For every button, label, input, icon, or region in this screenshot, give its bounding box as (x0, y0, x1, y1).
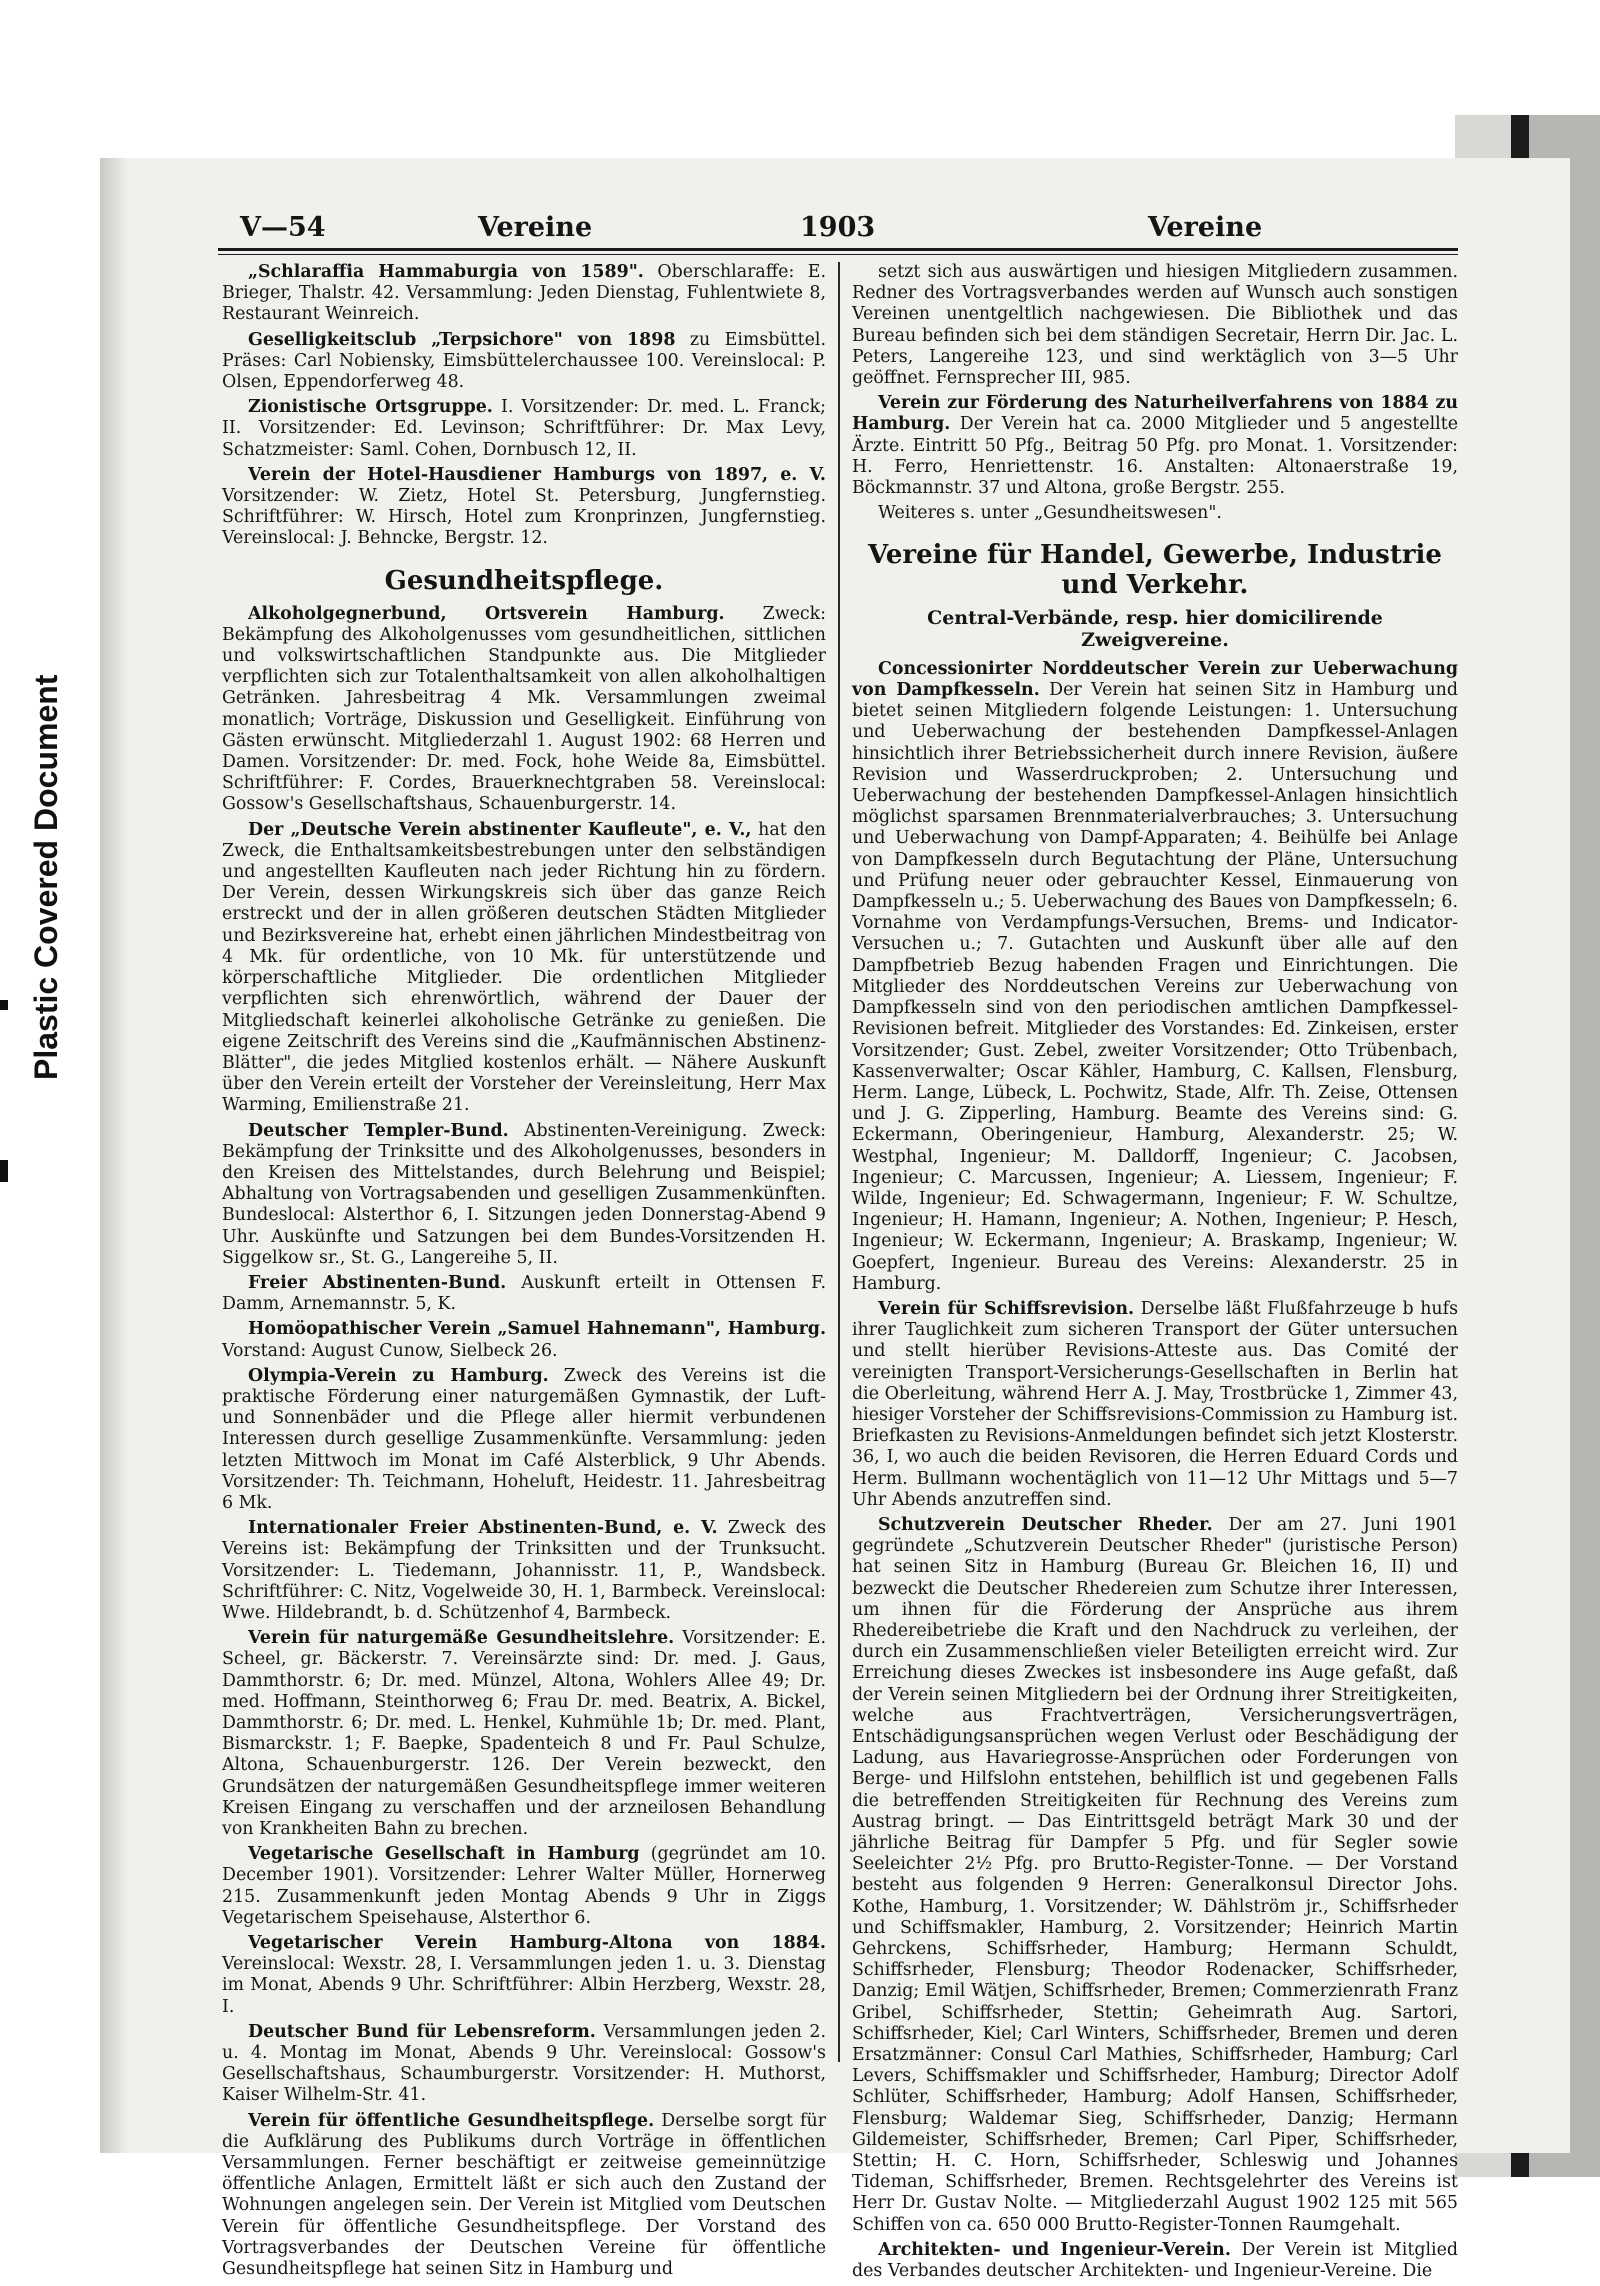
association-name: Deutscher Bund für Lebensreform. (248, 2021, 596, 2042)
association-details: Zweck: Bekämpfung des Alkoholgenusses vom gesundheitlichen, sittlichen und volkswirtschaftlichen Standpunkte aus. Die Mitglieder verpflichten sich zur Totalenthaltsamkeit von allen alkoholhaltigen Getränken. Jahresbeitrag 4 Mk. Versammlungen zweimal monatlich; Vorträge, Diskussion und Geselligkeit. Einführung von Gästen erwünscht. Mitgliederzahl 1. August 1902: 68 Herren und Damen. Vorsitzender: Dr. med. Fock, hohe Weide 8a, Eimsbüttel. Schriftführer: F. Cordes, Brauerknechtgraben 58. Vereinslocal: Gossow's Gesellschaftshaus, Schauenburgerstr. 14. (222, 603, 827, 815)
association-entry (222, 820, 826, 1117)
association-name: Verein für naturgemäße Gesundheitslehre. (248, 1628, 675, 1649)
association-entry (222, 397, 826, 461)
subsection-heading: Central-Verbände, resp. hier domicilirende Zweigvereine. (927, 607, 1383, 651)
association-details: Versammlungen jeden 2. u. 4. Montag im Monat, Abends 9 Uhr. Vereinslocal: Gossow's Gesellschaftshaus, Schaumburgerstr. Vorsitzender: H. Muthorst, Kaiser Wilhelm-Str. 41. (222, 2021, 826, 2106)
association-entry (852, 1299, 1458, 1511)
association-name: Schutzverein Deutscher Rheder. (878, 1514, 1213, 1535)
header-rule-top (218, 248, 1458, 251)
association-entry (222, 1366, 826, 1514)
association-entry (222, 1844, 826, 1929)
association-entry (222, 1518, 826, 1624)
association-name: Olympia-Verein zu Hamburg. (248, 1365, 549, 1386)
section-heading: Gesundheitspflege. (384, 565, 664, 596)
association-details: (gegründet am 10. December 1901). Vorsitzender: Lehrer Walter Müller, Hornerweg 215. Zusammenkunft jeden Montag Abends 9 Uhr in Ziggs Vegetarischem Speisehause, Alsterthor 6. (222, 1844, 826, 1928)
association-entry (222, 1319, 826, 1361)
association-entry (222, 2111, 826, 2281)
association-entry (222, 262, 826, 326)
header-rule-bottom (218, 254, 1458, 255)
association-name: „Schlaraffia Hammaburgia von 1589". (248, 262, 644, 282)
association-entry (222, 1121, 826, 1269)
association-entry (222, 465, 826, 550)
association-details: Der Verein hat seinen Sitz in Hamburg und bietet seinen Mitgliedern folgende Leistungen: 1. Untersuchung und Ueberwachung der bestehenden Dampfkessel-Anlagen hinsichtlich ihrer Betriebssicherheit durch innere Revision, äußere Revision und Wasserdruckproben; 2. Untersuchung und Ueberwachung der bestehenden Dampfkessel-Anlagen hinsichtlich möglichst sparsamen Brennmaterialverbrauches; 3. Untersuchung und Ueberwachung von Dampf-Apparaten; 4. Beihülfe bei Anlage von Dampfkesseln durch Begutachtung der Pläne, Untersuchung und Prüfung neuer oder gebrauchter Kessel, Einmauerung von Dampfkesseln u.; 5. Ueberwachung des Baues von Dampfkesseln; 6. Vornahme von Verdampfungs-Versuchen, Brems- und Indicator-Versuchen u.; 7. Gutachten und Auskunft über alle auf den Dampfbetrieb Bezug habenden Fragen und Einrichtungen. Die Mitglieder des Norddeutschen Vereins zur Ueberwachung von Dampfkesseln sind von den periodischen amtlichen Dampfkessel-Revisionen befreit. Mitglieder des Vorstandes: Ed. Zinkeisen, erster Vorsitzender; Gust. Zebel, zweiter Vorsitzender; Otto Trübenbach, Kassenverwalter; Oscar Kähler, Hamburg, C. Kallsen, Flensburg, Herm. Lange, Lübeck, L. Pochwitz, Stade, Alfr. Th. Zeise, Ottensen und J. G. Zipperling, Hamburg. Beamte des Vereins sind: G. Eckermann, Oberingenieur, Hamburg, Alexanderstr. 25; W. Westphal, Ingenieur; M. Dalldorff, Ingenieur; C. Jacobsen, Ingenieur; C. Marcussen, Ingenieur; A. Liessem, Ingenieur; F. Wilde, Ingenieur; Ed. Schwagermann, Ingenieur; F. W. Schultze, Ingenieur; H. Hamann, Ingenieur; A. Nothen, Ingenieur; P. Hesch, Ingenieur; W. Eckermann, Ingenieur; A. Braskamp, Ingenieur; W. Goepfert, Ingenieur. Bureau des Vereins: Alexanderstr. 25 in Hamburg. (852, 680, 1458, 1294)
association-name: Verein der Hotel-Hausdiener Hamburgs von 1897, e. V. (248, 464, 826, 485)
association-details: setzt sich aus auswärtigen und hiesigen Mitgliedern zusammen. Redner des Vortragsverbandes werden auf Wunsch auch sonstigen Vereinen unentgeltlich nachgewiesen. Die Bibliothek und das Bureau befinden sich bei dem ständigen Secretair, Herrn Dir. Jac. L. Peters, Langereihe 123, und sind werktäglich von 3—5 Uhr geöffnet. Fernsprecher III, 985. (852, 262, 1458, 389)
page-shadow (100, 158, 128, 2153)
association-entry (222, 604, 826, 816)
association-name: Architekten- und Ingenieur-Verein. (878, 2239, 1231, 2260)
association-name: Geselligkeitsclub „Terpsichore" von 1898 (248, 329, 676, 350)
side-label: Plastic Covered Document (28, 674, 64, 1080)
association-details: Der am 27. Juni 1901 gegründete „Schutzverein Deutscher Rheder" (juristische Person) hat seinen Sitz in Hamburg (Bureau Gr. Bleichen 16, II) und bezweckt die Deutscher Rhedereien zum Schutze ihrer Interessen, um ihnen für die Förderung der Ansprüche aus ihrem Rhedereibetriebe die Kraft und den Nachdruck zu verleihen, der durch ein Zusammenschließen vieler Beteiligten erreicht wird. Zur Erreichung dieses Zweckes ist insbesondere ins Auge gefaßt, daß der Verein seinen Mitgliedern bei der Ordnung ihrer Streitigkeiten, welche aus Frachtverträgen, Versicherungsverträgen, Entschädigungsansprüchen wegen Verlust oder Beschädigung der Ladung, aus Havariegrosse-Ansprüchen oder Forderungen von Berge- und Hilfslohn entstehen, behilflich ist und gegebenen Falls die betreffenden Streitigkeiten für Rechnung des Vereins zum Austrag bringt. — Das Eintrittsgeld beträgt Mark 30 und der jährliche Beitrag für Dampfer 5 Pfg. und für Segler sowie Seeleichter 2½ Pfg. pro Brutto-Register-Tonne. — Der Vorstand besteht aus folgenden 9 Herren: Generalkonsul Director Johs. Kothe, Hamburg, 1. Vorsitzender; W. Dählström jr., Schiffsrheder und Schiffsmakler, Hamburg, 2. Vorsitzender; Heinrich Martin Gehrckens, Schiffsrheder, Hamburg; Hermann Schuldt, Schiffsrheder, Flensburg; Theodor Rodenacker, Schiffsrheder, Danzig; Emil Wätjen, Schiffsrheder, Bremen; Commerzienrath Franz Gribel, Schiffsrheder, Stettin; Geheimrath Aug. Sartori, Schiffsrheder, Kiel; Carl Winters, Schiffsrheder, Bremen und deren Ersatzmänner: Consul Carl Mathies, Schiffsrheder, Hamburg; Carl Levers, Schiffsmakler und Schiffsrheder, Hamburg; Director Adolf Schlüter, Schiffsrheder, Hamburg; Adolf Hansen, Schiffsrheder, Flensburg; Waldemar Sieg, Schiffsrheder, Danzig; Hermann Gildemeister, Schiffsrheder, Bremen; Carl Piper, Schiffsrheder, Stettin; H. C. Horn, Schiffsrheder, Schleswig und Johannes Tideman, Schiffsrheder, Bremen. Rechtsgelehrter des Vereins ist Herr Dr. Gustav Nolte. — Mitgliederzahl August 1902 125 mit 565 Schiffen von ca. 650 000 Brutto-Register-Tonnen Raumgehalt. (852, 1514, 1459, 2235)
association-entry (852, 659, 1458, 1295)
association-name: Der „Deutsche Verein abstinenter Kaufleute", e. V., (248, 819, 752, 840)
association-name: Deutscher Templer-Bund. (248, 1120, 509, 1141)
association-details: Abstinenten-Vereinigung. Zweck: Bekämpfung der Trinksitte und des Alkoholgenusses, besonders in den Kreisen des Mittelstandes, durch Belehrung und Beispiel; Abhaltung von Vortragsabenden und geselligen Zusammenkünften. Bundeslocal: Alsterthor 6, I. Sitzungen jeden Donnerstag-Abend 9 Uhr. Auskünfte und Satzungen bei dem Bundes-Vorsitzenden H. Siggelkow sr., St. G., Langereihe 5, II. (222, 1120, 826, 1268)
association-name: Internationaler Freier Abstinenten-Bund, e. V. (248, 1518, 718, 1539)
association-details: Oberschlaraffe: E. Brieger, Thalstr. 42. Versammlung: Jeden Dienstag, Fuhlentwiete 8, Restaurant Weinreich. (222, 262, 826, 325)
association-name: Verein zur Förderung des Naturheilverfahrens von 1884 zu Hamburg. (852, 393, 1458, 435)
association-entry (852, 1515, 1458, 2236)
section-heading: Vereine für Handel, Gewerbe, Industrie und Verkehr. (868, 540, 1442, 601)
association-entry (852, 2240, 1458, 2282)
association-name: Verein für Schiffsrevision. (878, 1298, 1135, 1319)
column-divider (838, 262, 840, 2062)
association-entry (222, 1628, 826, 1840)
association-details: Derselbe läßt Flußfahrzeuge b hufs ihrer Tauglichkeit zum sicheren Transport der Güter untersuchen und stellt hierüber Revisions-Atteste aus. Das Comité der vereinigten Transport-Versicherungs-Gesellschaften in Berlin hat die Oberleitung, während Herr A. J. May, Trostbrücke 1, Zimmer 43, hiesiger Vorsteher der Schiffsrevisions-Commission zu Hamburg ist. Briefkasten zu Revisions-Anmeldungen befindet sich jetzt Klosterstr. 36, I, wo auch die beiden Revisoren, die Herren Eduard Cords und Herm. Bullmann wochentäglich von 11—12 Uhr Mittags und 5—7 Uhr Abends anzutreffen sind. (852, 1298, 1458, 1510)
association-name: Verein für öffentliche Gesundheitspflege. (248, 2110, 655, 2131)
association-entry (222, 1933, 826, 2018)
association-details: hat den Zweck, die Enthaltsamkeitsbestrebungen unter den selbständigen und angestellten Kaufleuten nach jeder Richtung hin zu fördern. Der Verein, dessen Wirkungskreis sich über das ganze Reich erstreckt und der in allen größeren deutschen Städten Mitglieder und Bezirksvereine hat, erhebt einen jährlichen Mindestbeitrag von 4 Mk. für ordentliche, von 10 Mk. für unterstützende und körperschaftliche Mitglieder. Die ordentlichen Mitglieder verpflichten sich ehrenwörtlich, während der Dauer der Mitgliedschaft keinerlei alkoholische Getränke zu genießen. Die eigene Zeitschrift des Vereins sind die „Kaufmännischen Abstinenz-Blätter", die jedes Mitglied kostenlos erhält. — Nähere Auskunft über den Verein erteilt der Vorsteher der Vereinsleitung, Herr Max Warming, Emilienstraße 21. (222, 819, 826, 1116)
edge-mark-top (0, 1000, 8, 1010)
association-details: zu Eimsbüttel. Präses: Carl Nobiensky, Eimsbüttelerchaussee 100. Vereinslocal: P. Olsen, Eppendorferweg 48. (222, 329, 826, 393)
association-entry (222, 330, 826, 394)
association-name: Vegetarische Gesellschaft in Hamburg (248, 1844, 640, 1865)
association-details: I. Vorsitzender: Dr. med. L. Franck; II. Vorsitzender: Ed. Levinson; Schriftführer: Dr. Max Levy, Schatzmeister: Saml. Cohen, Dornbusch 12, II. (222, 397, 827, 460)
right-column (852, 262, 1458, 2286)
association-name: Freier Abstinenten-Bund. (248, 1272, 507, 1293)
association-details: Vorstand: August Cunow, Sielbeck 26. (222, 1340, 558, 1361)
association-details: Vorsitzender: W. Zietz, Hotel St. Petersburg, Jungfernstieg. Schriftführer: W. Hirsch, Hotel zum Kronprinzen, Jungfernstieg. Vereinslocal: J. Behncke, Bergstr. 12. (222, 486, 826, 549)
running-title-right: Vereine (1148, 212, 1263, 243)
association-name: Vegetarischer Verein Hamburg-Altona von 1884. (248, 1933, 826, 1954)
association-name: Homöopathischer Verein „Samuel Hahnemann", Hamburg. (248, 1319, 826, 1340)
association-details: Derselbe sorgt für die Aufklärung des Publikums durch Vorträge in öffentlichen Versammlungen. Ferner beschäftigt er zeitweise gemeinnützige öffentliche Anlagen, Ermittelt läßt er sich auch den Zustand der Wohnungen angelegen sein. Der Verein ist Mitglied vom Deutschen Verein für öffentliche Gesundheitspflege. Der Vorstand des Vortragsverbandes der Deutschen Vereine für öffentliche Gesundheitspflege hat seinen Sitz in Hamburg und (222, 2110, 827, 2280)
association-details: Der Verein ist Mitglied des Verbandes deutscher Architekten- und Ingenieur-Vereine. Die (852, 2239, 1458, 2282)
association-details: Der Verein hat ca. 2000 Mitglieder und 5 angestellte Ärzte. Eintritt 50 Pfg., Beitrag 50 Pfg. pro Monat. 1. Vorsitzender: H. Ferro, Henriettenstr. 16. Anstalten: Altonaerstraße 19, Böckmannstr. 37 und Altona, große Bergstr. 255. (852, 414, 1459, 499)
edge-mark-bottom (0, 1160, 8, 1182)
association-entry (852, 262, 1458, 389)
association-details: Zweck des Vereins ist: Bekämpfung der Trinksitten und der Trunksucht. Vorsitzender: L. Tiedemann, Johannisstr. 11, P., Wandsbeck. Schriftführer: C. Nitz, Vogelweide 30, H. 1, Barmbeck. Vereinslocal: Wwe. Hildebrandt, b. d. Schützenhof 4, Barmbeck. (222, 1518, 826, 1623)
association-entry (222, 2022, 826, 2107)
association-name: Concessionirter Norddeutscher Verein zur Ueberwachung von Dampfkesseln. (852, 658, 1458, 701)
association-details: Zweck des Vereins ist die praktische Förderung einer naturgemäßen Gymnastik, der Luft- und Sonnenbäder und die Pflege aller hiermit verbundenen Interessen durch gesellige Zusammenkünfte. Versammlung: jeden letzten Mittwoch im Monat im Café Alsterblick, 9 Uhr Abends. Vorsitzender: Th. Teichmann, Hoheluft, Heidestr. 11. Jahresbeitrag 6 Mk. (222, 1365, 826, 1513)
running-title-left: Vereine (478, 212, 593, 243)
left-column (222, 262, 826, 2284)
association-name: Alkoholgegnerbund, Ortsverein Hamburg. (248, 603, 725, 624)
association-details: Vereinslocal: Wexstr. 28, I. Versammlungen jeden 1. u. 3. Dienstag im Monat, Abends 9 Uhr. Schriftführer: Albin Herzberg, Wexstr. 28, I. (222, 1954, 826, 2017)
association-details: Auskunft erteilt in Ottensen F. Damm, Arnemannstr. 5, K. (222, 1272, 826, 1315)
association-entry (222, 1273, 826, 1315)
association-entry (852, 393, 1458, 499)
association-details: Vorsitzender: E. Scheel, gr. Bäckerstr. 7. Vereinsärzte sind: Dr. med. J. Gaus, Dammthorstr. 6; Dr. med. Münzel, Altona, Wohlers Allee 49; Dr. med. Hoffmann, Steinthorweg 6; Frau Dr. med. Beatrix, A. Bickel, Dammthorstr. 6; Dr. med. L. Henkel, Kuhmühle 1b; Dr. med. Plant, Bismarckstr. 1; F. Baepke, Spadenteich 8 und Fr. Paul Schulze, Altona, Schauenburgerstr. 126. Der Verein bezweckt, den Grundsätzen der naturgemäßen Gesundheitspflege immer weiteren Kreisen Eingang zu verschaffen und der arzneilosen Behandlung von Krankheiten Bahn zu brechen. (222, 1628, 826, 1840)
page-number: V—54 (240, 212, 326, 243)
association-entry (852, 503, 1458, 524)
association-details: Weiteres s. unter „Gesundheitswesen". (878, 503, 1222, 524)
header-year: 1903 (800, 212, 876, 243)
association-name: Zionistische Ortsgruppe. (248, 397, 493, 418)
